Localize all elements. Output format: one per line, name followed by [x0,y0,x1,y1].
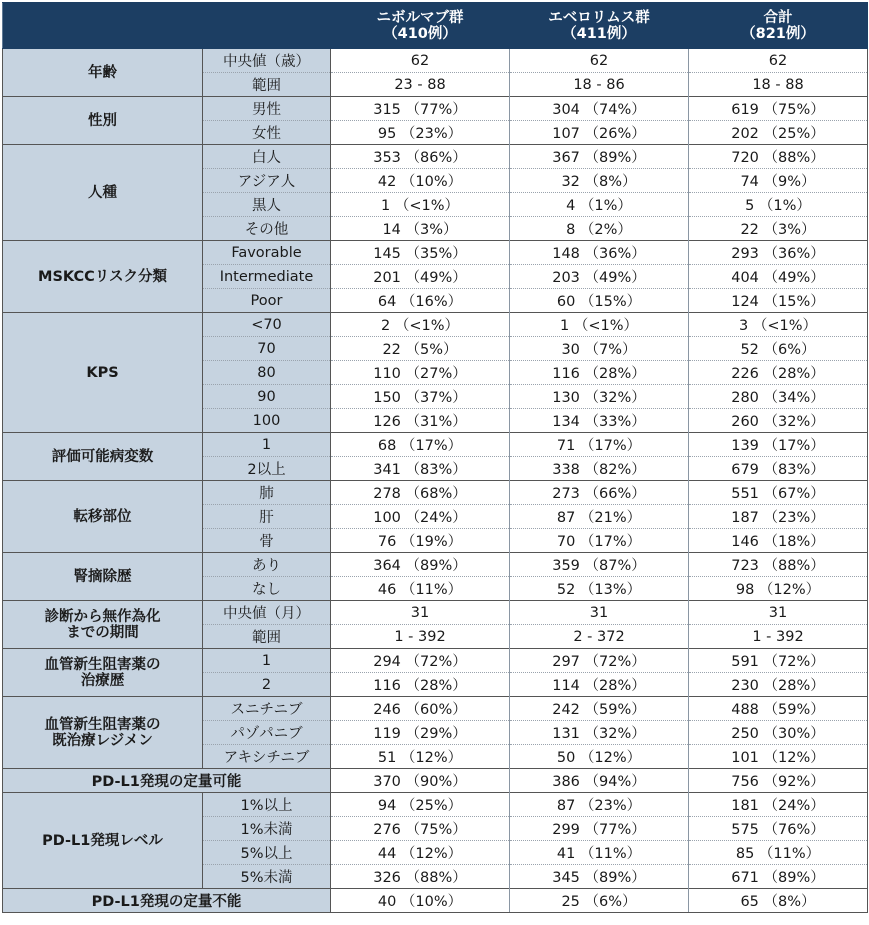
total-value: 124 （15%） [689,289,868,313]
table-row [3,313,868,337]
total-value: 139 （17%） [689,433,868,457]
nivolumab-value: 119 （29%） [331,721,510,745]
nivolumab-value: 2 （<1%） [331,313,510,337]
total-value: 22 （3%） [689,217,868,241]
subcategory-label: 80 [203,361,331,385]
nivolumab-value: 42 （10%） [331,169,510,193]
nivolumab-value: 76 （19%） [331,529,510,553]
subcategory-label: 5%以上 [203,841,331,865]
table-body [3,49,868,913]
subcategory-label: パゾパニブ [203,721,331,745]
total-value: 404 （49%） [689,265,868,289]
nivolumab-value: 64 （16%） [331,289,510,313]
total-value: 250 （30%） [689,721,868,745]
everolimus-value: 41 （11%） [510,841,689,865]
nivolumab-value: 276 （75%） [331,817,510,841]
total-value: 720 （88%） [689,145,868,169]
subcategory-label: 中央値（歳） [203,49,331,73]
total-value: 101 （12%） [689,745,868,769]
subcategory-label: 女性 [203,121,331,145]
row-label: PD-L1発現の定量不能 [3,889,331,913]
table-header [3,3,868,49]
everolimus-value: 114 （28%） [510,673,689,697]
everolimus-value: 50 （12%） [510,745,689,769]
category-label: KPS [3,313,203,433]
subcategory-label: 範囲 [203,625,331,649]
table-row [3,49,868,73]
subcategory-label: あり [203,553,331,577]
subcategory-label: 肝 [203,505,331,529]
everolimus-value: 4 （1%） [510,193,689,217]
nivolumab-value: 94 （25%） [331,793,510,817]
everolimus-value: 131 （32%） [510,721,689,745]
subcategory-label: 2 [203,673,331,697]
baseline-characteristics-table [2,2,868,913]
everolimus-value: 70 （17%） [510,529,689,553]
table-row [3,553,868,577]
total-value: 260 （32%） [689,409,868,433]
header-total-title: 合計 [763,9,793,26]
subcategory-label: 2以上 [203,457,331,481]
nivolumab-value: 126 （31%） [331,409,510,433]
table-row [3,145,868,169]
everolimus-value: 297 （72%） [510,649,689,673]
subcategory-label: アジア人 [203,169,331,193]
total-value: 671 （89%） [689,865,868,889]
everolimus-value: 60 （15%） [510,289,689,313]
header-everolimus-count: （411例） [562,25,636,42]
everolimus-value: 62 [510,49,689,73]
subcategory-label: Favorable [203,241,331,265]
everolimus-value: 116 （28%） [510,361,689,385]
total-value: 5 （1%） [689,193,868,217]
everolimus-value: 1 （<1%） [510,313,689,337]
nivolumab-value: 100 （24%） [331,505,510,529]
total-value: 62 [689,49,868,73]
everolimus-value: 25 （6%） [510,889,689,913]
nivolumab-value: 116 （28%） [331,673,510,697]
subcategory-label: 1%以上 [203,793,331,817]
category-label: 診断から無作為化 までの期間 [3,601,203,649]
table-row [3,649,868,673]
total-value: 18 - 88 [689,73,868,97]
nivolumab-value: 201 （49%） [331,265,510,289]
nivolumab-value: 364 （89%） [331,553,510,577]
total-value: 65 （8%） [689,889,868,913]
total-value: 226 （28%） [689,361,868,385]
nivolumab-value: 246 （60%） [331,697,510,721]
nivolumab-value: 278 （68%） [331,481,510,505]
table-row [3,601,868,625]
subcategory-label: アキシチニブ [203,745,331,769]
header-nivolumab [331,3,510,49]
total-value: 202 （25%） [689,121,868,145]
everolimus-value: 32 （8%） [510,169,689,193]
nivolumab-value: 145 （35%） [331,241,510,265]
everolimus-value: 130 （32%） [510,385,689,409]
everolimus-value: 87 （23%） [510,793,689,817]
total-value: 181 （24%） [689,793,868,817]
everolimus-value: 273 （66%） [510,481,689,505]
total-value: 723 （88%） [689,553,868,577]
category-label: 血管新生阻害薬の 治療歴 [3,649,203,697]
total-value: 31 [689,601,868,625]
everolimus-value: 338 （82%） [510,457,689,481]
nivolumab-value: 31 [331,601,510,625]
everolimus-value: 31 [510,601,689,625]
everolimus-value: 134 （33%） [510,409,689,433]
total-value: 98 （12%） [689,577,868,601]
everolimus-value: 386 （94%） [510,769,689,793]
subcategory-label: 100 [203,409,331,433]
nivolumab-value: 46 （11%） [331,577,510,601]
nivolumab-value: 44 （12%） [331,841,510,865]
total-value: 575 （76%） [689,817,868,841]
total-value: 293 （36%） [689,241,868,265]
everolimus-value: 203 （49%） [510,265,689,289]
total-value: 85 （11%） [689,841,868,865]
table-row [3,241,868,265]
subcategory-label: 範囲 [203,73,331,97]
everolimus-value: 71 （17%） [510,433,689,457]
category-label: 血管新生阻害薬の 既治療レジメン [3,697,203,769]
subcategory-label: 骨 [203,529,331,553]
table-row [3,433,868,457]
table-row [3,481,868,505]
subcategory-label: Poor [203,289,331,313]
category-label: PD-L1発現レベル [3,793,203,889]
nivolumab-value: 341 （83%） [331,457,510,481]
everolimus-value: 2 - 372 [510,625,689,649]
subcategory-label: 70 [203,337,331,361]
table-row [3,769,868,793]
nivolumab-value: 315 （77%） [331,97,510,121]
category-label: 性別 [3,97,203,145]
everolimus-value: 299 （77%） [510,817,689,841]
subcategory-label: その他 [203,217,331,241]
subcategory-label: なし [203,577,331,601]
nivolumab-value: 1 - 392 [331,625,510,649]
nivolumab-value: 326 （88%） [331,865,510,889]
subcategory-label: <70 [203,313,331,337]
nivolumab-value: 370 （90%） [331,769,510,793]
nivolumab-value: 14 （3%） [331,217,510,241]
total-value: 146 （18%） [689,529,868,553]
total-value: 619 （75%） [689,97,868,121]
header-nivolumab-count: （410例） [383,25,457,42]
total-value: 551 （67%） [689,481,868,505]
table-row [3,97,868,121]
subcategory-label: 男性 [203,97,331,121]
everolimus-value: 107 （26%） [510,121,689,145]
nivolumab-value: 110 （27%） [331,361,510,385]
nivolumab-value: 23 - 88 [331,73,510,97]
subcategory-label: 1 [203,433,331,457]
total-value: 74 （9%） [689,169,868,193]
header-total [689,3,868,49]
nivolumab-value: 1 （<1%） [331,193,510,217]
subcategory-label: Intermediate [203,265,331,289]
total-value: 187 （23%） [689,505,868,529]
nivolumab-value: 40 （10%） [331,889,510,913]
header-blank-cell [3,3,331,49]
category-label: 評価可能病変数 [3,433,203,481]
total-value: 679 （83%） [689,457,868,481]
header-total-count: （821例） [741,25,815,42]
everolimus-value: 148 （36%） [510,241,689,265]
everolimus-value: 367 （89%） [510,145,689,169]
subcategory-label: 1%未満 [203,817,331,841]
total-value: 280 （34%） [689,385,868,409]
total-value: 756 （92%） [689,769,868,793]
nivolumab-value: 150 （37%） [331,385,510,409]
total-value: 52 （6%） [689,337,868,361]
total-value: 1 - 392 [689,625,868,649]
total-value: 230 （28%） [689,673,868,697]
everolimus-value: 52 （13%） [510,577,689,601]
everolimus-value: 18 - 86 [510,73,689,97]
subcategory-label: 1 [203,649,331,673]
total-value: 591 （72%） [689,649,868,673]
subcategory-label: 黒人 [203,193,331,217]
table-row [3,697,868,721]
category-label: 転移部位 [3,481,203,553]
everolimus-value: 87 （21%） [510,505,689,529]
subcategory-label: 90 [203,385,331,409]
subcategory-label: 5%未満 [203,865,331,889]
nivolumab-value: 62 [331,49,510,73]
subcategory-label: 中央値（月） [203,601,331,625]
total-value: 3 （<1%） [689,313,868,337]
everolimus-value: 359 （87%） [510,553,689,577]
subcategory-label: スニチニブ [203,697,331,721]
subcategory-label: 白人 [203,145,331,169]
everolimus-value: 345 （89%） [510,865,689,889]
header-everolimus-title: エベロリムス群 [548,9,650,26]
everolimus-value: 8 （2%） [510,217,689,241]
nivolumab-value: 22 （5%） [331,337,510,361]
header-everolimus [510,3,689,49]
everolimus-value: 242 （59%） [510,697,689,721]
subcategory-label: 肺 [203,481,331,505]
header-nivolumab-title: ニボルマブ群 [376,9,464,26]
everolimus-value: 304 （74%） [510,97,689,121]
nivolumab-value: 294 （72%） [331,649,510,673]
category-label: 年齢 [3,49,203,97]
row-label: PD-L1発現の定量可能 [3,769,331,793]
table-row [3,793,868,817]
everolimus-value: 30 （7%） [510,337,689,361]
category-label: 腎摘除歴 [3,553,203,601]
category-label: MSKCCリスク分類 [3,241,203,313]
category-label: 人種 [3,145,203,241]
nivolumab-value: 68 （17%） [331,433,510,457]
table-row [3,889,868,913]
nivolumab-value: 353 （86%） [331,145,510,169]
nivolumab-value: 95 （23%） [331,121,510,145]
total-value: 488 （59%） [689,697,868,721]
nivolumab-value: 51 （12%） [331,745,510,769]
